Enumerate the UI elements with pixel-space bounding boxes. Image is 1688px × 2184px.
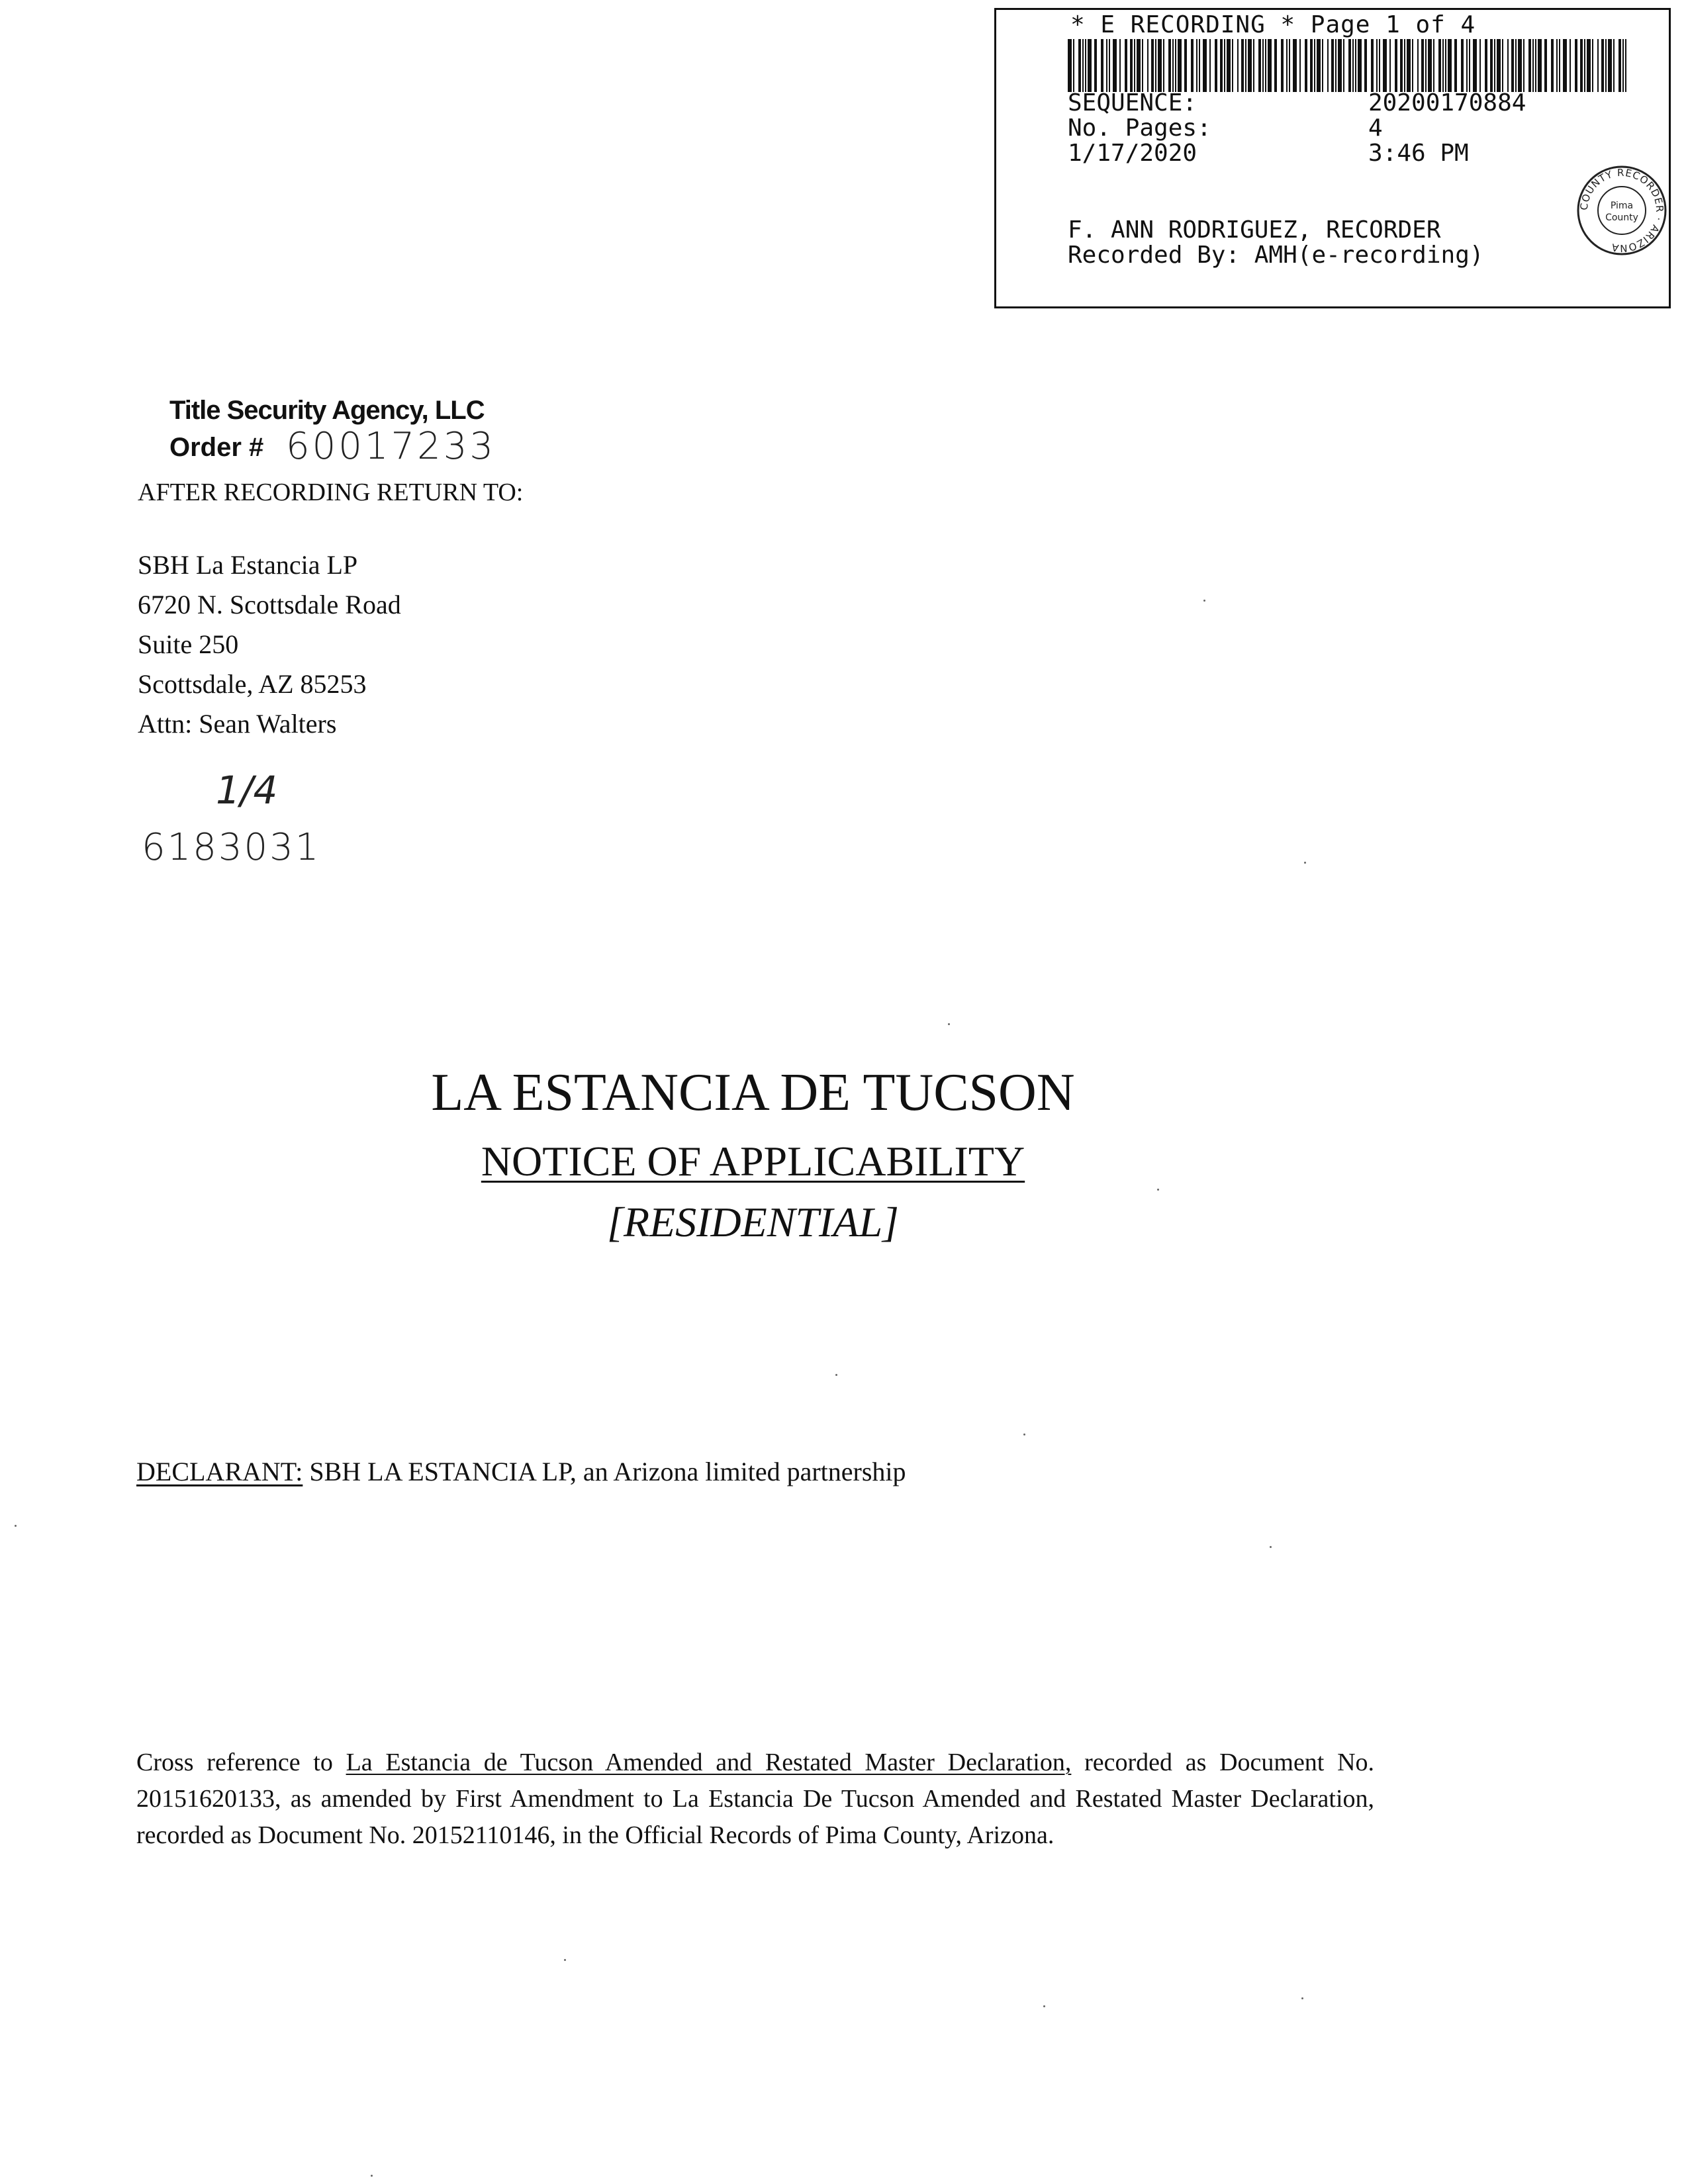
document-title: LA ESTANCIA DE TUCSON — [431, 1064, 1075, 1122]
handwritten-note: 6183031 — [142, 826, 321, 869]
declarant-description: an Arizona limited partnership — [583, 1457, 906, 1486]
scan-speck — [1270, 1546, 1272, 1548]
stamp-recorder: F. ANN RODRIGUEZ, RECORDER — [1068, 216, 1441, 244]
scan-speck — [371, 2175, 373, 2177]
handwritten-note: 1/4 — [216, 768, 278, 813]
scan-speck — [1304, 862, 1306, 864]
return-address-line: SBH La Estancia LP — [138, 550, 358, 580]
svg-text:COUNTY RECORDER · ARIZONA: COUNTY RECORDER · ARIZONA — [1577, 166, 1666, 255]
scan-speck — [1203, 600, 1205, 602]
declarant-name: SBH LA ESTANCIA LP, — [309, 1457, 577, 1486]
scan-speck — [1301, 1997, 1303, 1999]
stamp-date: 1/17/2020 — [1068, 140, 1197, 167]
document-type: [RESIDENTIAL] — [607, 1199, 899, 1246]
declarant-label: DECLARANT: — [136, 1457, 303, 1486]
stamp-header: * E RECORDING * Page 1 of 4 — [1070, 11, 1476, 38]
stamp-pages-label: No. Pages: — [1068, 114, 1211, 142]
stamp-sequence-value: 20200170884 — [1368, 89, 1526, 116]
return-address-line: Suite 250 — [138, 629, 239, 659]
scan-speck — [1157, 1189, 1159, 1191]
scan-speck — [948, 1023, 950, 1025]
return-address-line: 6720 N. Scottsdale Road — [138, 590, 401, 619]
scan-speck — [1023, 1433, 1025, 1435]
county-recorder-seal — [1575, 163, 1669, 257]
scan-speck — [835, 1374, 837, 1376]
scan-speck — [15, 1525, 17, 1527]
declarant-line — [136, 1456, 906, 1487]
document-subtitle — [0, 1137, 1506, 1186]
barcode — [1068, 39, 1628, 92]
scan-speck — [564, 1959, 566, 1961]
stamp-recorded-by: Recorded By: AMH(e-recording) — [1068, 242, 1484, 269]
scan-speck — [1043, 2005, 1045, 2007]
recording-stamp — [994, 8, 1671, 308]
svg-text:Pima: Pima — [1610, 201, 1634, 211]
svg-text:County: County — [1605, 212, 1638, 223]
stamp-time: 3:46 PM — [1368, 140, 1469, 167]
cross-reference-prefix: Cross reference to — [136, 1749, 333, 1776]
handwritten-order-number: 60017233 — [286, 425, 496, 468]
order-number-label: Order # — [169, 433, 264, 462]
return-address-line: Attn: Sean Walters — [138, 709, 337, 739]
return-address-line: Scottsdale, AZ 85253 — [138, 669, 367, 699]
title-agency-stamp: Title Security Agency, LLC — [169, 396, 485, 425]
stamp-pages-value: 4 — [1368, 114, 1383, 142]
document-subtitle-text: NOTICE OF APPLICABILITY — [481, 1138, 1025, 1185]
cross-reference-rest: recorded as Document No. 20151620133, as amended by First Amendment to La Estancia De Tucson Amended and Restated Master Declaration, recorded as Document No. 20152110146, in the Official Records of Pima County, Arizona. — [136, 1749, 1375, 1849]
cross-reference-document-title: La Estancia de Tucson Amended and Restated Master Declaration, — [346, 1749, 1072, 1776]
stamp-sequence-label: SEQUENCE: — [1068, 89, 1197, 116]
cross-reference-paragraph — [136, 1745, 1374, 1854]
return-heading: AFTER RECORDING RETURN TO: — [138, 478, 524, 506]
